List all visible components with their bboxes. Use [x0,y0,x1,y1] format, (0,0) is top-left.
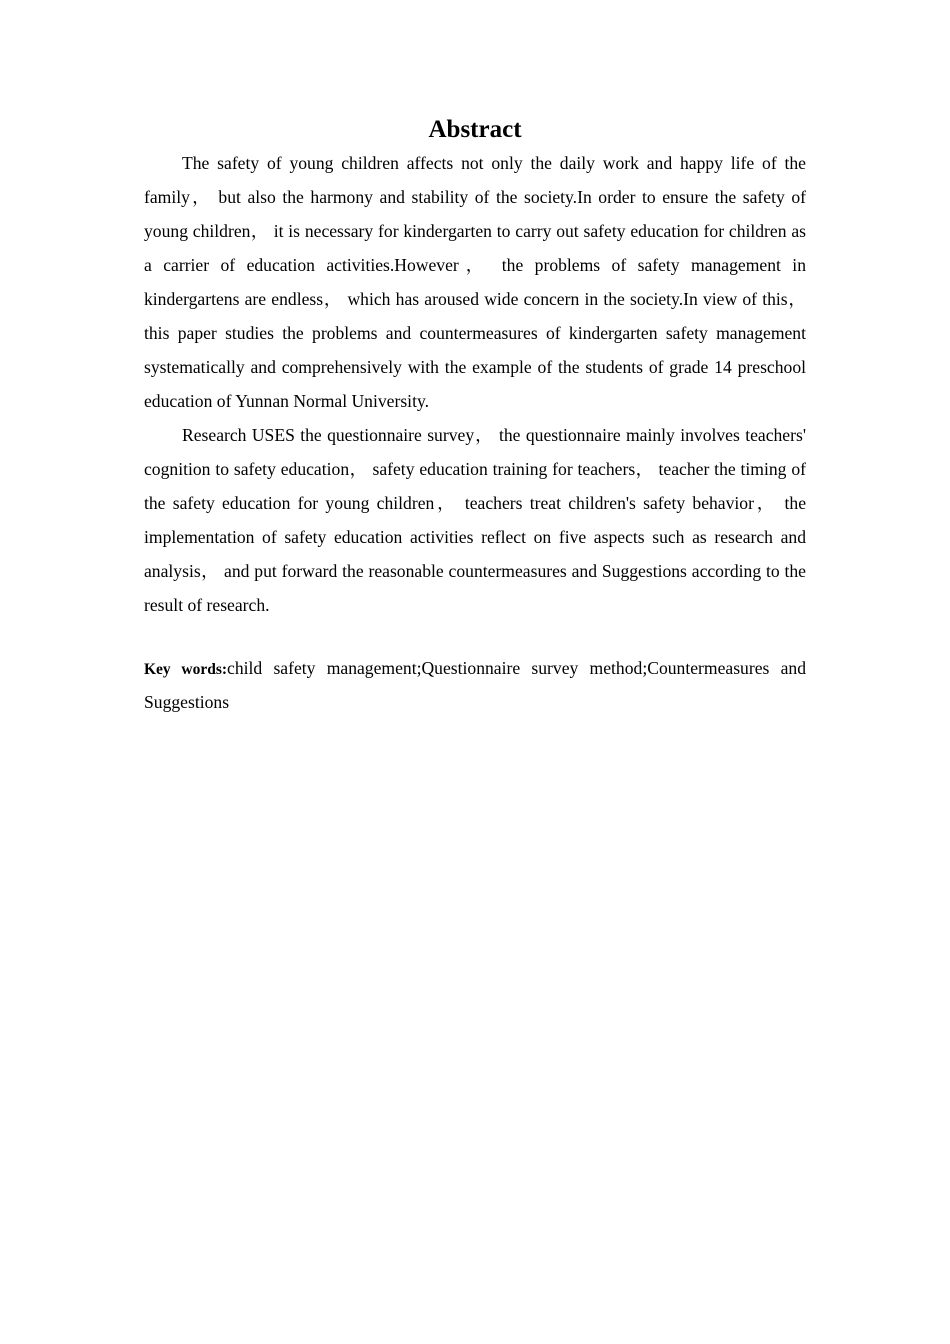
keywords-text: child safety management;Questionnaire survey method;Countermeasures and Suggestions [144,658,806,712]
keywords-label: Key words: [144,661,228,678]
abstract-paragraph-2: Research USES the questionnaire survey， the questionnaire mainly involves teachers' cognition to safety education， safety education training for teachers， teacher the timing of the safety education for young children， teachers treat children's safety behavior， the implementation of safety education activities reflect on five aspects such as research and analysis， and put forward the reasonable countermeasures and Suggestions according to the result of research. [144,425,806,615]
abstract-page [144,114,806,719]
abstract-paragraph-1: The safety of young children affects not only the daily work and happy life of the family， but also the harmony and stability of the society.In order to ensure the safety of young children， it is necessary for kindergarten to carry out safety education for children as a carrier of education activities.However， the problems of safety management in kindergartens are endless， which has aroused wide concern in the society.In view of this， this paper studies the problems and countermeasures of kindergarten safety management systematically and comprehensively with the example of the students of grade 14 preschool education of Yunnan Normal University. [144,153,806,411]
abstract-title: Abstract [428,116,522,143]
keywords [144,652,806,719]
